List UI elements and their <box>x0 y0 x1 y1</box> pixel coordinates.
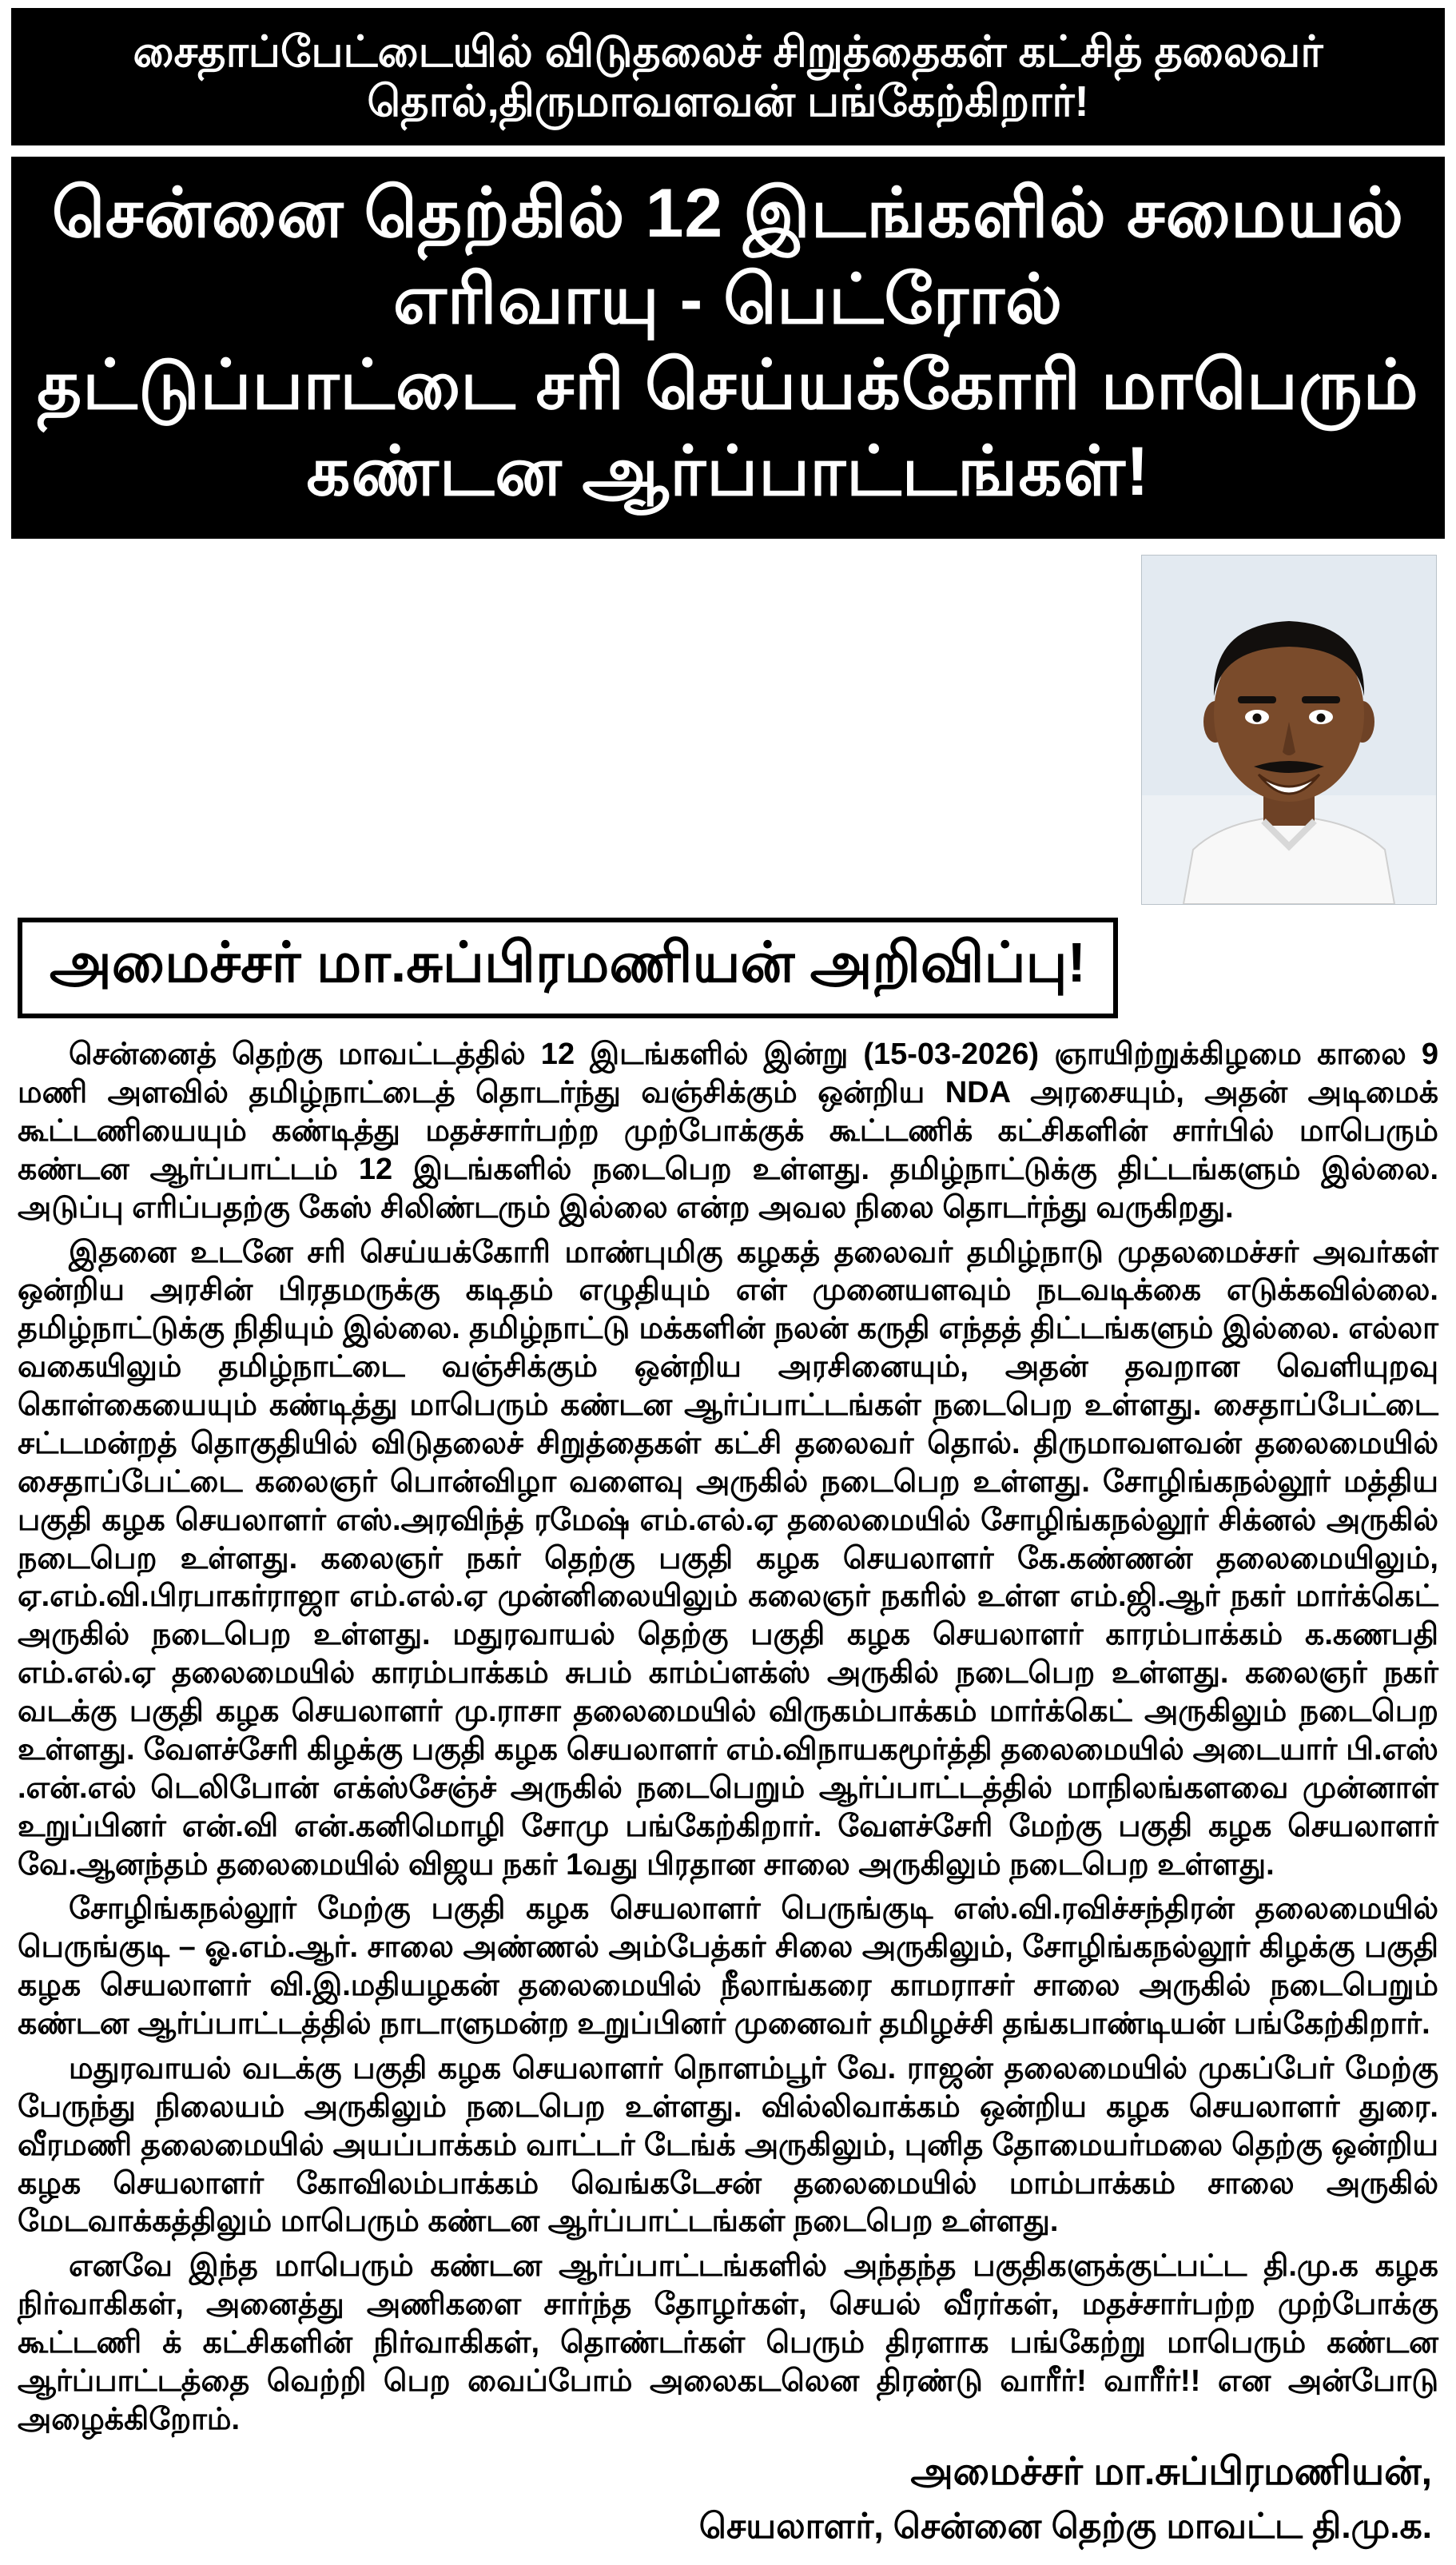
top-banner-text: சைதாப்பேட்டையில் விடுதலைச் சிறுத்தைகள் கட்சித் தலைவர் தொல்,திருமாவளவன் பங்கேற்கிறார்! <box>133 28 1323 126</box>
body-paragraph-2: இதனை உடனே சரி செய்யக்கோரி மாண்புமிகு கழகத் தலைவர் தமிழ்நாடு முதலமைச்சர் அவர்கள் ஒன்றிய அரசின் பிரதமருக்கு கடிதம் எழுதியும் எள் முனையளவும் நடவடிக்கை எடுக்கவில்லை. தமிழ்நாட்டுக்கு நிதியும் இல்லை. தமிழ்நாட்டு மக்களின் நலன் கருதி எந்தத் திட்டங்களும் இல்லை. எல்லா வகையிலும் தமிழ்நாட்டை வஞ்சிக்கும் ஒன்றிய அரசினையும், அதன் தவறான வெளியுறவு கொள்கையையும் கண்டித்து மாபெரும் கண்டன ஆர்ப்பாட்டங்கள் நடைபெற உள்ளது. சைதாப்பேட்டை சட்டமன்றத் தொகுதியில் விடுதலைச் சிறுத்தைகள் கட்சி தலைவர் தொல். திருமாவளவன் தலைமையில் சைதாப்பேட்டை கலைஞர் பொன்விழா வளைவு அருகில் நடைபெற உள்ளது. சோழிங்கநல்லூர் மத்திய பகுதி கழக செயலாளர் எஸ்.அரவிந்த் ரமேஷ் எம்.எல்.ஏ தலைமையில் சோழிங்கநல்லூர் சிக்னல் அருகில் நடைபெற உள்ளது. கலைஞர் நகர் தெற்கு பகுதி கழக செயலாளர் கே.கண்ணன் தலைமையிலும், ஏ.எம்.வி.பிரபாகர்ராஜா எம்.எல்.ஏ முன்னிலையிலும் கலைஞர் நகரில் உள்ள எம்.ஜி.ஆர் நகர் மார்க்கெட் அருகில் நடைபெற உள்ளது. மதுரவாயல் தெற்கு பகுதி கழக செயலாளர் காரம்பாக்கம் க.கணபதி எம்.எல்.ஏ தலைமையில் காரம்பாக்கம் சுபம் காம்ப்ளக்ஸ் அருகில் நடைபெற உள்ளது. கலைஞர் நகர் வடக்கு பகுதி கழக செயலாளர் மு.ராசா தலைமையில் விருகம்பாக்கம் மார்க்கெட் அருகிலும் நடைபெற உள்ளது. வேளச்சேரி கிழக்கு பகுதி கழக செயலாளர் எம்.விநாயகமூர்த்தி தலைமையில் அடையார் பி.எஸ் .என்.எல் டெலிபோன் எக்ஸ்சேஞ்ச் அருகில் நடைபெறும் ஆர்ப்பாட்டத்தில் மாநிலங்களவை முன்னாள் உறுப்பினர் என்.வி என்.கனிமொழி சோமு பங்கேற்கிறார். வேளச்சேரி மேற்கு பகுதி கழக செயலாளர் வே.ஆனந்தம் தலைமையில் விஜய நகர் 1வது பிரதான சாலை அருகிலும் நடைபெற உள்ளது. <box>18 1235 1439 1882</box>
content-area <box>11 552 1445 2549</box>
body-paragraph-3: சோழிங்கநல்லூர் மேற்கு பகுதி கழக செயலாளர் பெருங்குடி எஸ்.வி.ரவிச்சந்திரன் தலைமையில் பெருங்குடி – ஓ.எம்.ஆர். சாலை அண்ணல் அம்பேத்கர் சிலை அருகிலும், சோழிங்கநல்லூர் கிழக்கு பகுதி கழக செயலாளர் வி.இ.மதியழகன் தலைமையில் நீலாங்கரை காமராசர் சாலை அருகில் நடைபெறும் கண்டன ஆர்ப்பாட்டத்தில் நாடாளுமன்ற உறுப்பினர் முனைவர் தமிழச்சி தங்கபாண்டியன் பங்கேற்கிறார். <box>18 1892 1438 2041</box>
signature-name: அமைச்சர் மா.சுப்பிரமணியன், <box>910 2450 1432 2493</box>
body-paragraph-1: சென்னைத் தெற்கு மாவட்டத்தில் 12 இடங்களில் இன்று (15-03-2026) ஞாயிற்றுக்கிழமை காலை 9 மணி அளவில் தமிழ்நாட்டைத் தொடர்ந்து வஞ்சிக்கும் ஒன்றிய NDA அரசையும், அதன் அடிமைக் கூட்டணியையும் கண்டித்து மதச்சார்பற்ற முற்போக்குக் கூட்டணிக் கட்சிகளின் சார்பில் மாபெரும் கண்டன ஆர்ப்பாட்டம் 12 இடங்களில் நடைபெற உள்ளது. தமிழ்நாட்டுக்கு திட்டங்களும் இல்லை. அடுப்பு எரிப்பதற்கு கேஸ் சிலிண்டரும் இல்லை என்ற அவல நிலை தொடர்ந்து வருகிறது. <box>18 1038 1438 1225</box>
body-paragraph-4: மதுரவாயல் வடக்கு பகுதி கழக செயலாளர் நொளம்பூர் வே. ராஜன் தலைமையில் முகப்பேர் மேற்கு பேருந்து நிலையம் அருகிலும் நடைபெற உள்ளது. வில்லிவாக்கம் ஒன்றிய கழக செயலாளர் துரை. வீரமணி தலைமையில் அயப்பாக்கம் வாட்டர் டேங்க் அருகிலும், புனித தோமையர்மலை தெற்கு ஒன்றிய கழக செயலாளர் கோவிலம்பாக்கம் வெங்கடேசன் தலைமையில் மாம்பாக்கம் சாலை அருகில் மேடவாக்கத்திலும் மாபெரும் கண்டன ஆர்ப்பாட்டங்கள் நடைபெற உள்ளது. <box>18 2051 1438 2239</box>
main-headline <box>11 157 1445 539</box>
top-banner <box>11 8 1445 145</box>
headline-line-2: தட்டுப்பாட்டை சரி செய்யக்கோரி மாபெரும் கண்டன ஆர்ப்பாட்டங்கள்! <box>37 347 1419 510</box>
signature-block <box>18 2448 1438 2550</box>
minister-portrait-photo <box>1141 555 1437 905</box>
signature-title: செயலாளர், சென்னை தெற்கு மாவட்ட தி.மு.க. <box>698 2507 1432 2547</box>
body-paragraph-5: எனவே இந்த மாபெரும் கண்டன ஆர்ப்பாட்டங்களில் அந்தந்த பகுதிகளுக்குட்பட்ட தி.மு.க கழக நிர்வாகிகள், அனைத்து அணிகளை சார்ந்த தோழர்கள், செயல் வீரர்கள், மதச்சார்பற்ற முற்போக்கு கூட்டணி க் கட்சிகளின் நிர்வாகிகள், தொண்டர்கள் பெரும் திரளாக பங்கேற்று மாபெரும் கண்டன ஆர்ப்பாட்டத்தை வெற்றி பெற வைப்போம் அலைகடலென திரண்டு வாரீர்! வாரீர்!! என அன்போடு அழைக்கிறோம். <box>18 2249 1438 2436</box>
headline-line-1: சென்னை தெற்கில் 12 இடங்களில் சமையல் எரிவாயு - பெட்ரோல் <box>51 175 1405 338</box>
minister-portrait-illustration <box>1142 556 1436 904</box>
announcement-title-text: அமைச்சர் மா.சுப்பிரமணியன் அறிவிப்பு! <box>50 931 1086 994</box>
announcement-title-box <box>18 918 1118 1018</box>
